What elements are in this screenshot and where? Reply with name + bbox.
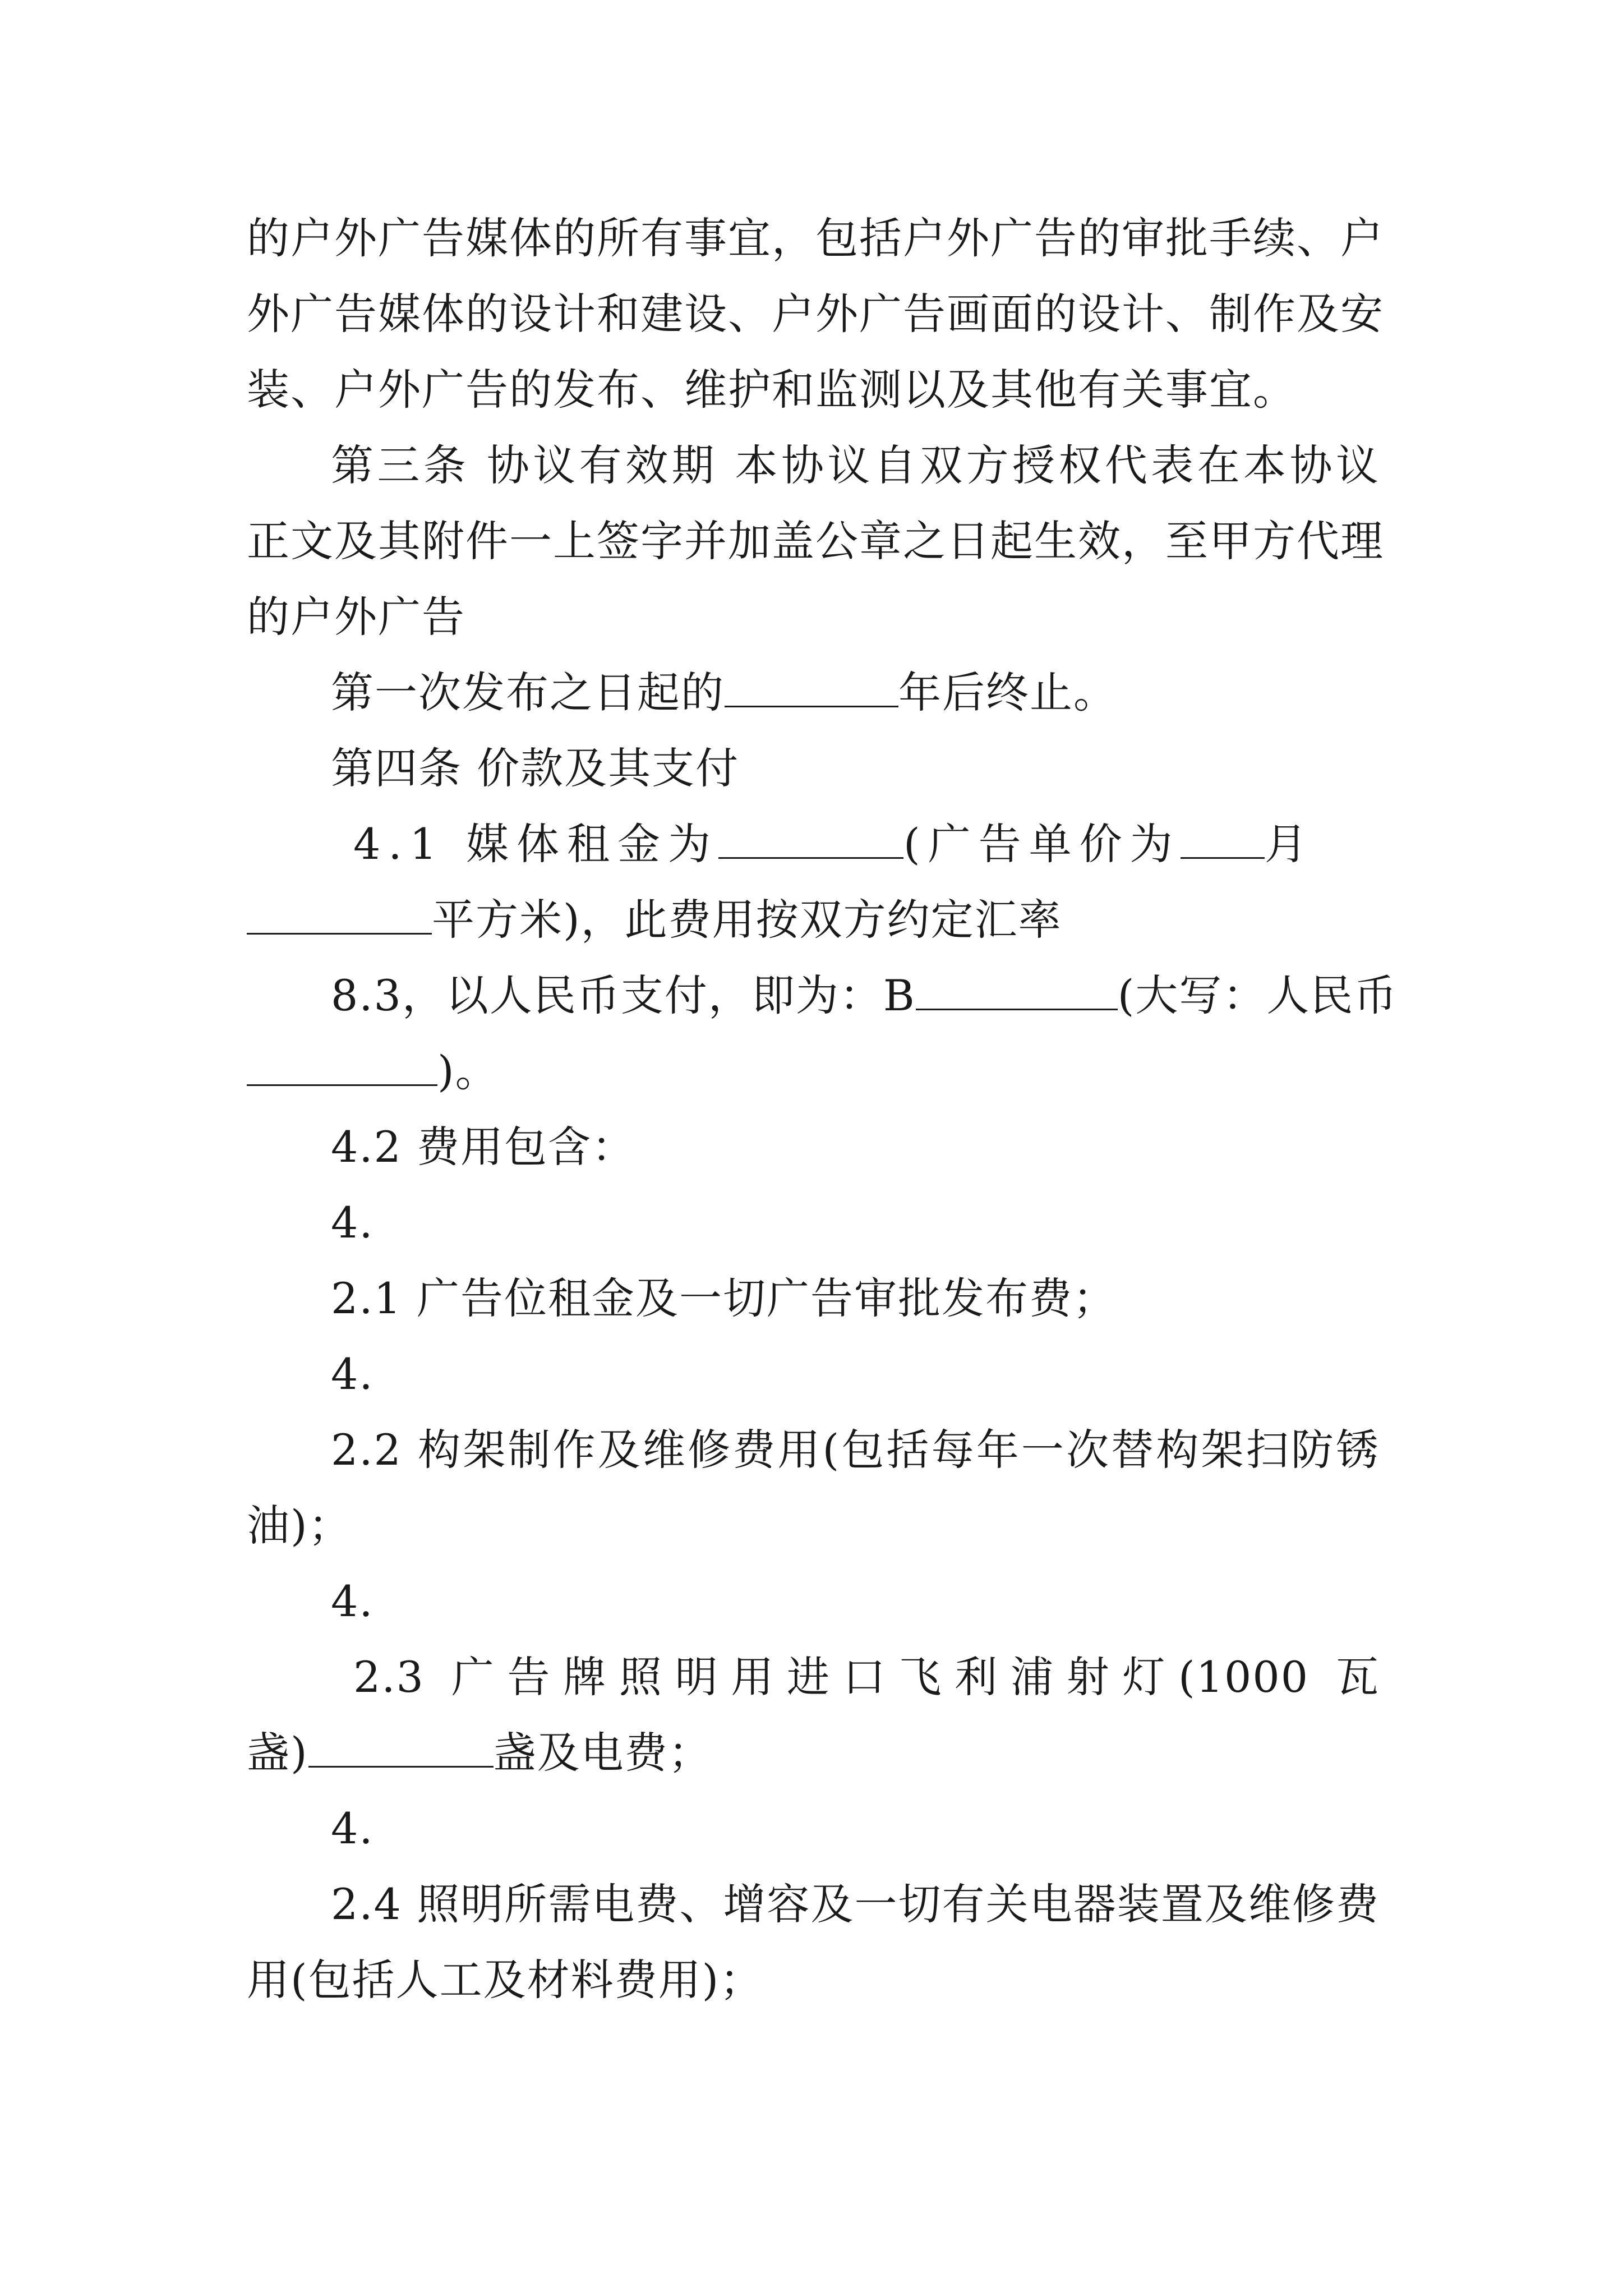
line-text: 年后终止。 [898,668,1117,717]
section-number: 4. [331,1349,374,1399]
paragraph-line [331,968,1398,1024]
line-text: 4.1 媒体租金为 [353,819,719,869]
paragraph-line [247,1725,712,1781]
fill-blank [247,898,432,935]
fill-blank [247,1050,437,1086]
article-3-heading: 第三条 协议有效期 本协议自双方授权代表在本协议 [331,440,1380,490]
line-text: 月 [1264,819,1315,869]
paragraph-line: 2.1 广告位租金及一切广告审批发布费； [331,1273,1117,1323]
article-4-heading: 第四条 价款及其支付 [331,743,740,793]
section-heading: 4.2 费用包含： [331,1122,636,1172]
paragraph-line [247,892,1062,948]
line-text: 第一次发布之日起的 [331,668,725,717]
paragraph-line [247,1043,499,1099]
line-text: (大写：人民币 [1117,970,1398,1020]
line-text: (广告单价为 [903,819,1181,869]
paragraph-line: 装、户外广告的发布、维护和监测以及其他有关事宜。 [247,365,1297,415]
line-text: 平方米)，此费用按双方约定汇率 [432,895,1062,945]
paragraph-line: 正文及其附件一上签字并加盖公章之日起生效，至甲方代理 [247,516,1384,566]
paragraph-line: 2.3 广告牌照明用进口飞利浦射灯(1000 瓦 [353,1652,1380,1702]
fill-blank [308,1731,494,1768]
fill-blank [1181,822,1265,859]
paragraph-line: 外广告媒体的设计和建设、户外广告画面的设计、制作及安 [247,289,1384,339]
paragraph-line: 的户外广告媒体的所有事宜，包括户外广告的审批手续、户 [247,213,1384,263]
paragraph-line: 2.4 照明所需电费、增容及一切有关电器装置及维修费 [331,1879,1380,1929]
line-text: 8.3，以人民币支付，即为：B [331,970,916,1020]
section-number: 4. [331,1803,374,1853]
paragraph-line [331,665,1117,721]
fill-blank [718,822,903,859]
paragraph-line [353,816,1315,872]
line-text: 盏及电费； [493,1728,712,1778]
fill-blank [916,974,1118,1010]
fill-blank [725,671,898,707]
paragraph-line: 用(包括人工及材料费用)； [247,1955,764,2005]
paragraph-line: 的户外广告 [247,592,465,642]
paragraph-line: 油)； [247,1501,352,1550]
line-text: 盏) [247,1728,308,1778]
paragraph-line: 2.2 构架制作及维修费用(包括每年一次替构架扫防锈 [331,1425,1380,1475]
section-number: 4. [331,1576,374,1626]
section-number: 4. [331,1198,374,1248]
line-text: )。 [437,1046,499,1096]
